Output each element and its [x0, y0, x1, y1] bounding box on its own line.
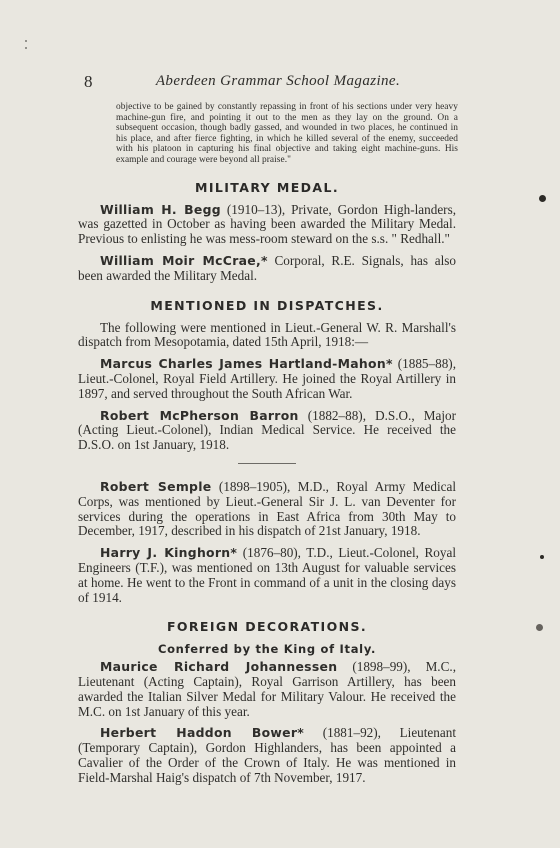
entry-name: Maurice Richard Johannessen	[100, 659, 338, 675]
entry-name: Robert McPherson Barron	[100, 407, 299, 423]
entry-name: Harry J. Kinghorn*	[100, 545, 238, 561]
binding-hole-mark	[540, 555, 544, 559]
entry-text: (1882–88), D.S.O., Major (Acting Lieut.-Colonel), Indian Medical Service. He received the D.S.O. on 1st January, 1918.	[78, 407, 456, 453]
entry-text: (1881–92), Lieutenant (Temporary Captain), Gordon Highlanders, has been appointed a Cavalier of the Order of the Crown of Italy. He was mentioned in Field-Marshal Haig's dispatch of 7th November, 1917.	[78, 725, 456, 785]
entry-text: (1898–1905), M.D., Royal Army Medical Corps, was mentioned by Lieut.-General Sir J. L. van Deventer for services during the operations in East Africa from 30th May to December, 1917, described in his dispatch of 21st January, 1918.	[78, 478, 456, 539]
entry-text: (1898–99), M.C., Lieutenant (Acting Captain), Royal Garrison Artillery, has been awarded the Italian Silver Medal for Military Valour. He received the M.C. on 1st January of this year.	[78, 659, 456, 719]
dispatches-intro: The following were mentioned in Lieut.-General W. R. Marshall's dispatch from Mesopotamia, dated 15th April, 1918:—	[78, 319, 456, 350]
page-number: 8	[84, 72, 93, 91]
foreign-decorations-heading: FOREIGN DECORATIONS.	[166, 619, 368, 635]
entry-name: William Moir McCrae,*	[100, 252, 268, 268]
entry-hartland-mahon	[78, 357, 456, 401]
entry-begg	[78, 203, 456, 247]
entry-name: Marcus Charles James Hartland-Mahon*	[100, 356, 393, 372]
citation-quote: objective to be gained by constantly repassing in front of his sections under very heavy machine-gun fire, and pointing it out to the men as they lay on the ground. On a subsequent occasion, though badly gassed, and wounded in two places, he continued in his place, and after fierce fighting, in which he killed several of the enemy, succeeded with his platoon in capturing his final objective and taking eight machine-guns. His example and courage were beyond all praise."	[116, 102, 458, 165]
entry-bower	[78, 726, 456, 785]
military-medal-heading: MILITARY MEDAL.	[194, 179, 340, 195]
entry-name: Robert Semple	[100, 478, 212, 494]
page-header	[78, 72, 478, 94]
entry-johannessen	[78, 660, 456, 719]
binding-hole-mark	[536, 624, 543, 631]
binding-hole-mark	[539, 195, 546, 202]
entry-text: (1910–13), Private, Gordon High-landers, was gazetted in October as having been awarded the Military Medal. Previous to enlisting he was mess-room steward on the s.s. " Redhall."	[78, 201, 456, 247]
article-body	[78, 102, 456, 793]
entry-text: (1876–80), T.D., Lieut.-Colonel, Royal Engineers (T.F.), was mentioned on 13th August for valuable services at home. He went to the Front in command of a unit in the closing days of 1914.	[78, 545, 456, 605]
entry-text: Corporal, R.E. Signals, has also been awarded the Military Medal.	[78, 252, 456, 283]
entry-name: Herbert Haddon Bower*	[100, 725, 305, 741]
section-divider	[238, 463, 296, 464]
entry-semple	[78, 480, 456, 539]
foreign-subheading: Conferred by the King of Italy.	[157, 642, 377, 657]
entry-text: (1885–88), Lieut.-Colonel, Royal Field Artillery. He joined the Royal Artillery in 1897, and served throughout the South African War.	[78, 356, 456, 401]
entry-barron	[78, 409, 456, 453]
entry-name: William H. Begg	[100, 201, 221, 217]
journal-title: Aberdeen Grammar School Magazine.	[155, 73, 401, 89]
entry-mccrae	[78, 254, 456, 284]
paper-speck	[25, 47, 27, 49]
paper-speck	[25, 40, 27, 42]
dispatches-heading: MENTIONED IN DISPATCHES.	[150, 297, 384, 313]
entry-kinghorn	[78, 546, 456, 605]
